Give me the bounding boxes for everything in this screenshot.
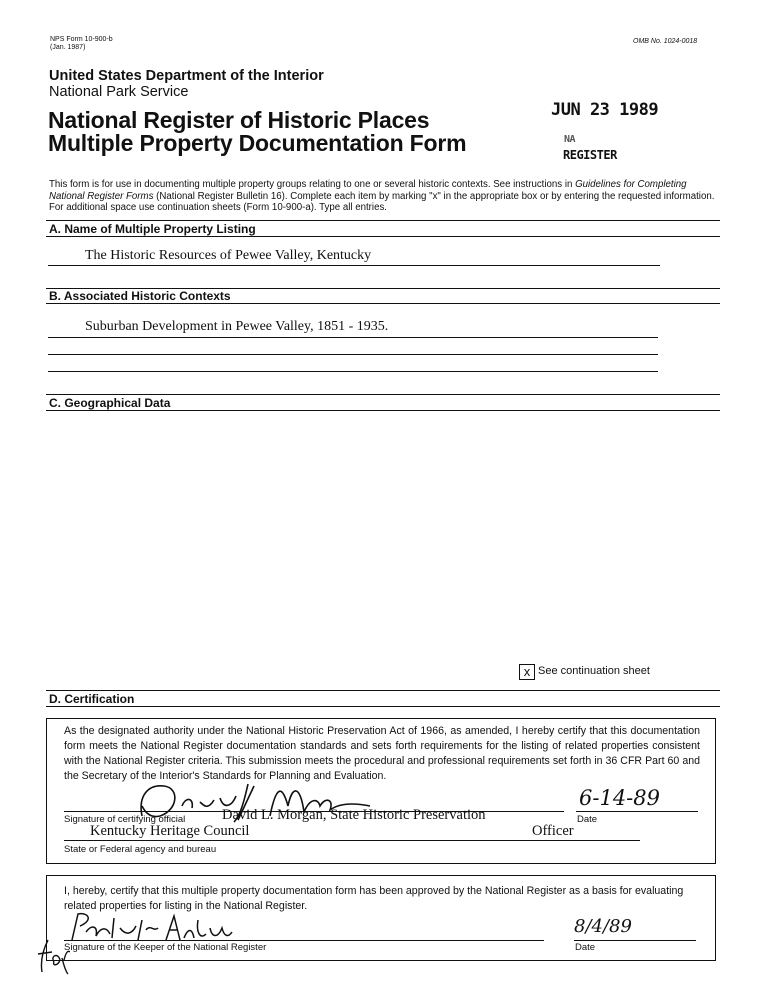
approval-date-line xyxy=(574,940,696,941)
keeper-signature-line xyxy=(64,940,544,941)
section-a-top-rule xyxy=(46,220,720,221)
section-a-entry-line xyxy=(48,265,660,266)
section-d-heading: D. Certification xyxy=(49,692,135,706)
certifying-official-name: David L. Morgan, State Historic Preservation xyxy=(222,807,486,823)
service-name: National Park Service xyxy=(49,84,189,100)
section-c-top-rule xyxy=(46,394,720,395)
section-b-bottom-rule xyxy=(46,303,720,304)
section-c-heading: C. Geographical Data xyxy=(49,396,171,410)
section-b-heading: B. Associated Historic Contexts xyxy=(49,289,231,303)
instructions-part1: This form is for use in documenting multiple property groups relating to one or several historic contexts. See instructions in xyxy=(49,179,576,190)
instructions xyxy=(49,179,721,214)
agency-line xyxy=(64,840,640,841)
page-title-line2: Multiple Property Documentation Form xyxy=(48,130,467,156)
property-listing-name: The Historic Resources of Pewee Valley, Kentucky xyxy=(85,248,372,263)
keeper-signature-label: Signature of the Keeper of the National Register xyxy=(64,942,267,953)
agency-name: Kentucky Heritage Council xyxy=(90,823,250,839)
agency-label: State or Federal agency and bureau xyxy=(64,844,217,855)
continuation-sheet-label: See continuation sheet xyxy=(538,665,650,677)
stamp-line1: NA xyxy=(564,134,576,145)
certification-date-line xyxy=(576,811,698,812)
form-number: NPS Form 10-900-b xyxy=(50,36,113,43)
received-date-stamp: JUN 23 1989 xyxy=(551,100,659,120)
section-d-bottom-rule xyxy=(46,706,720,707)
department-name: United States Department of the Interior xyxy=(49,68,324,84)
approval-text: I, hereby, certify that this multiple property documentation form has been approved by the National Register as a basis for evaluating related properties for listing in the National Register. xyxy=(64,885,684,912)
continuation-sheet-checkbox[interactable]: x xyxy=(519,664,535,680)
section-a-bottom-rule xyxy=(46,236,720,237)
section-d-top-rule xyxy=(46,690,720,691)
section-a-heading: A. Name of Multiple Property Listing xyxy=(49,222,256,236)
signature-certifying-label: Signature of certifying official xyxy=(64,814,186,825)
form-date: (Jan. 1987) xyxy=(50,44,86,51)
keeper-signature xyxy=(66,910,236,944)
section-b-entry-line-2 xyxy=(48,354,658,355)
page-title-line1: National Register of Historic Places xyxy=(48,107,430,133)
instructions-guideline-title: Guidelines for Completing National Register Forms xyxy=(49,179,687,202)
section-b-entry-line-1 xyxy=(48,337,658,338)
certification-text: As the designated authority under the National Historic Preservation Act of 1966, as amended, I hereby certify that this documentation form meets the National Register documentation standards and sets forth requirements for the listing of related properties consistent with the National Register criteria. This submission meets the procedural and professional requirements set forth in 36 CFR Part 60 and the Secretary of the Interior's Standards for Planning and Evaluation. xyxy=(64,725,700,782)
section-c-bottom-rule xyxy=(46,410,720,411)
margin-initials xyxy=(34,932,70,976)
instructions-part2: (National Register Bulletin 16). Complete each item by marking "x" in the appropriate box or by entering the requested information. For additional space use continuation sheets (Form 10-900-a). Type all entries. xyxy=(49,190,715,213)
approval-date-handwritten: 8/4/89 xyxy=(574,916,632,937)
historic-context: Suburban Development in Pewee Valley, 1851 - 1935. xyxy=(85,319,389,334)
omb-number: OMB No. 1024-0018 xyxy=(633,38,698,45)
approval-date-label: Date xyxy=(575,942,596,953)
stamp-register: REGISTER xyxy=(563,148,617,162)
certification-date-label: Date xyxy=(577,814,598,825)
certification-date-handwritten: 6-14-89 xyxy=(579,786,660,810)
section-b-entry-line-3 xyxy=(48,371,658,372)
officer-title: Officer xyxy=(532,823,574,839)
